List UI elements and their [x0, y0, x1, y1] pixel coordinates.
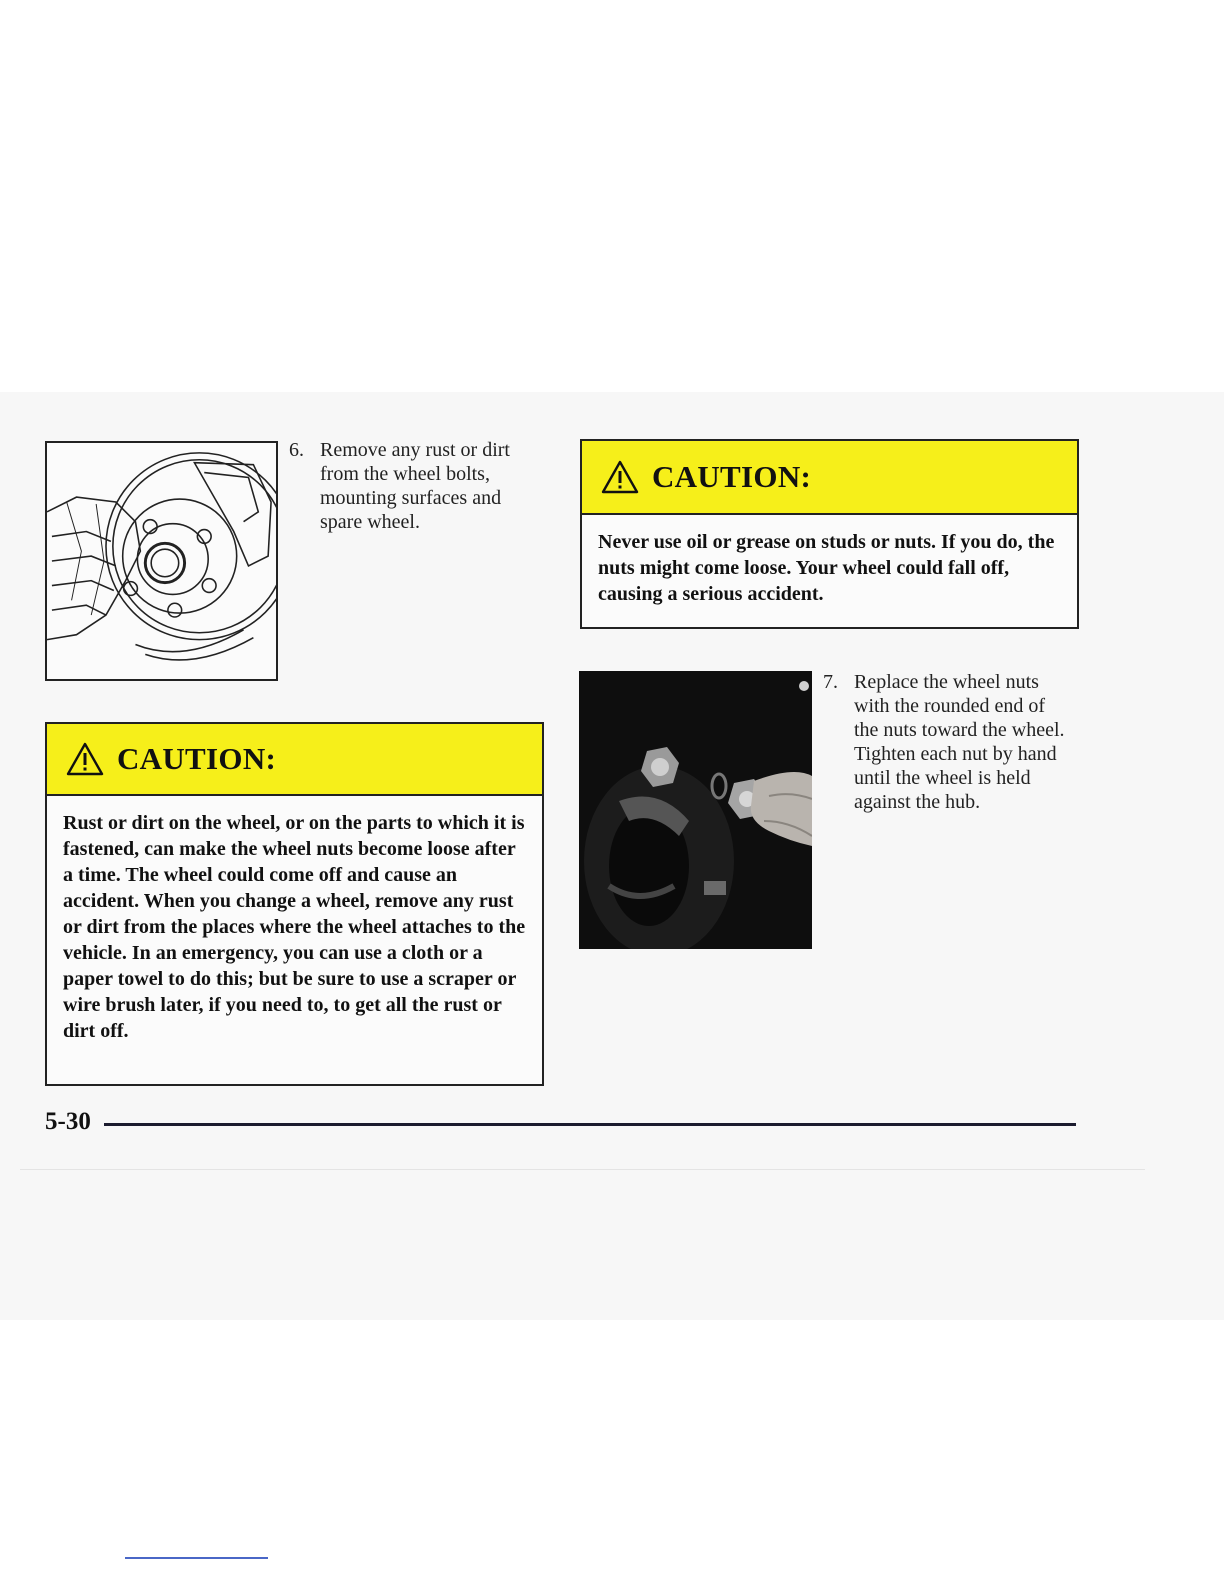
- step-6-text: Remove any rust or dirt from the wheel bolts, mounting surfaces and spare wheel.: [320, 439, 510, 533]
- faint-divider: [20, 1169, 1145, 1170]
- step-6-number: 6.: [289, 439, 304, 461]
- wheel-nut-photo: [579, 671, 812, 949]
- bottom-accent-rule: [125, 1557, 268, 1559]
- step-7-number: 7.: [823, 671, 838, 693]
- wheel-hub-cleaning-illustration: [45, 441, 278, 681]
- step-6: [289, 438, 539, 538]
- warning-triangle-icon: [65, 741, 105, 777]
- caution-box-oil-grease: [580, 439, 1079, 629]
- step-7: [823, 670, 1073, 820]
- caution-box-rust-dirt: [45, 722, 544, 1086]
- footer-rule: [104, 1123, 1076, 1126]
- page-number: 5-30: [45, 1108, 91, 1135]
- caution-title: CAUTION:: [652, 459, 812, 494]
- warning-triangle-icon: [600, 459, 640, 495]
- caution-title: CAUTION:: [117, 741, 277, 776]
- caution-header: [582, 441, 1077, 515]
- step-7-text: Replace the wheel nuts with the rounded end of the nuts toward the wheel. Tighten each nut by hand until the wheel is held against the hub.: [854, 671, 1065, 813]
- caution-body: Rust or dirt on the wheel, or on the parts to which it is fastened, can make the wheel nuts become loose after a time. The wheel could come off and cause an accident. When you change a wheel, remove any rust or dirt from the places where the wheel attaches to the vehicle. In an emergency, you can use a cloth or a paper towel to do this; but be sure to use a scraper or wire brush later, if you need to, to get all the rust or dirt off.: [63, 812, 526, 1042]
- caution-header: [47, 724, 542, 796]
- caution-body: Never use oil or grease on studs or nuts. If you do, the nuts might come loose. Your wheel could fall off, causing a serious accident.: [598, 531, 1055, 605]
